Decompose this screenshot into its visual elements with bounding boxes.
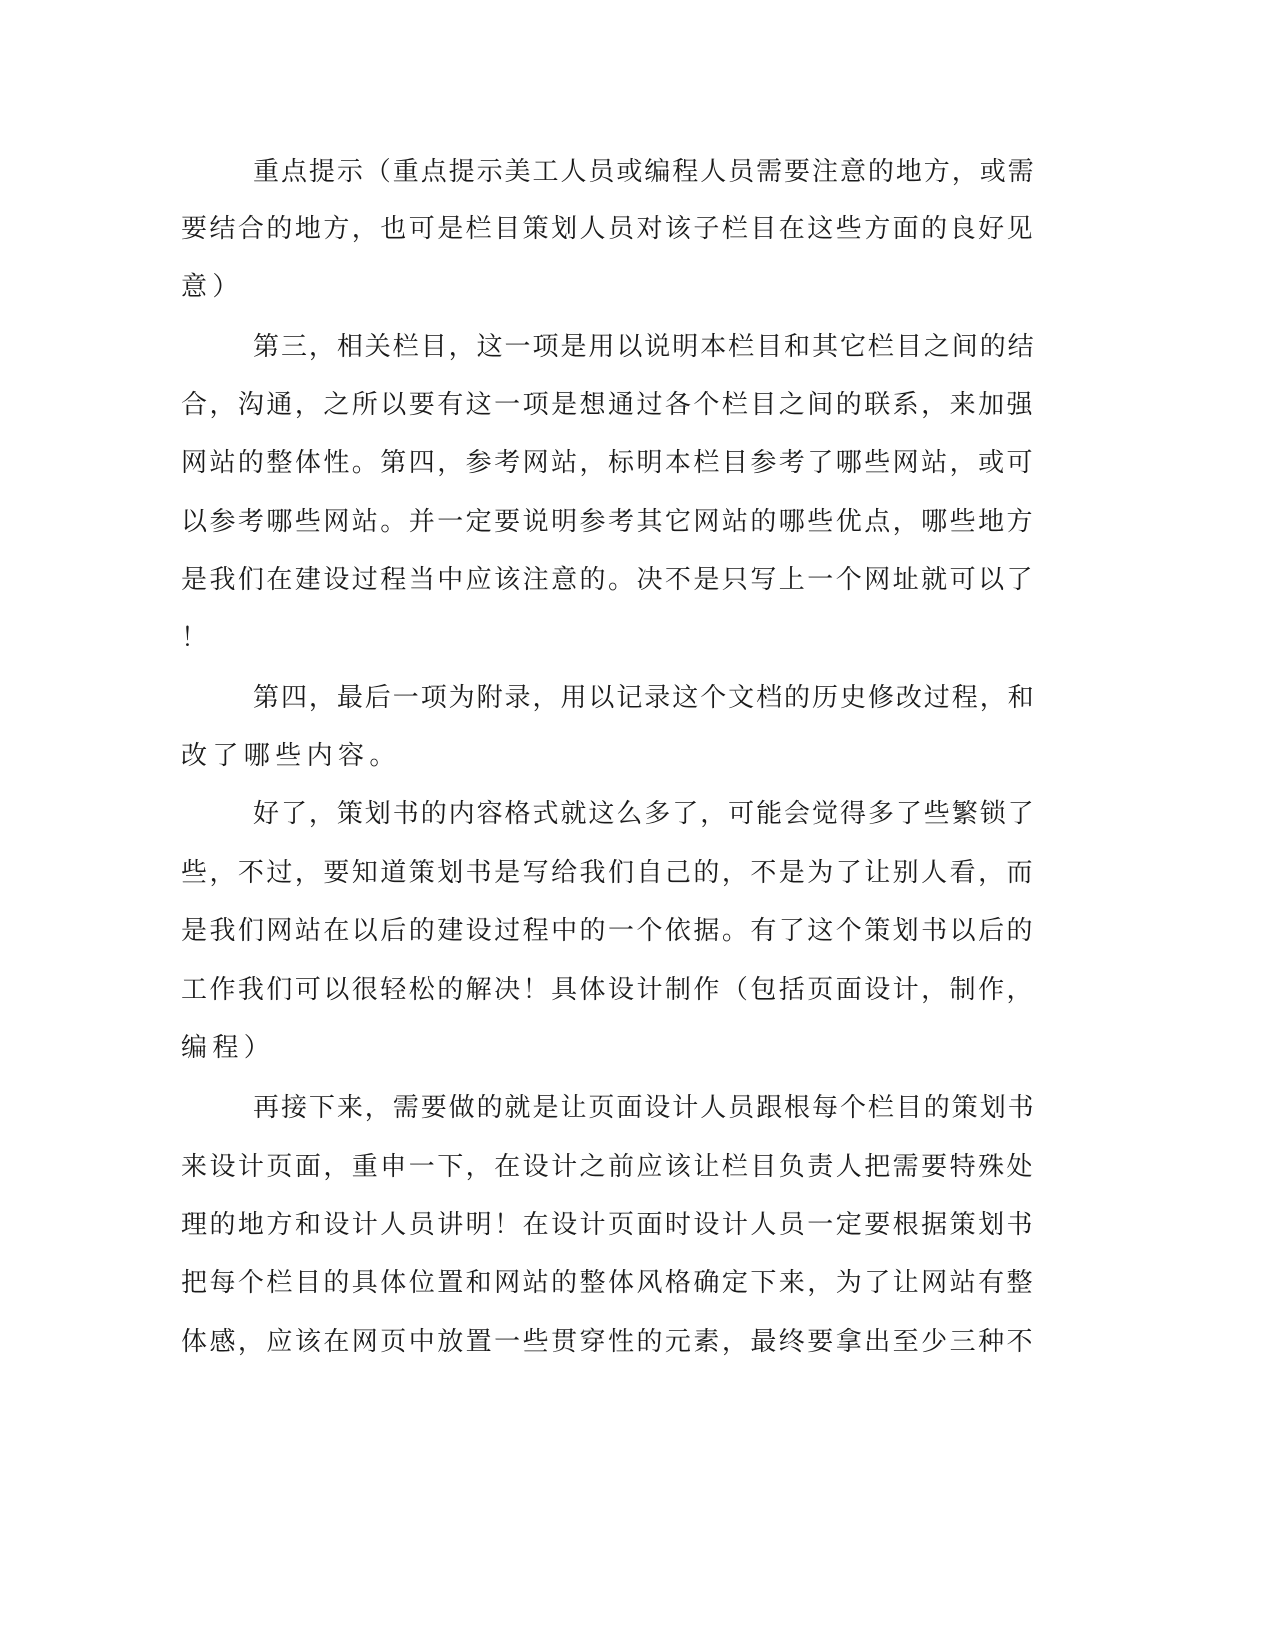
paragraph-1-line-3: 意）	[181, 272, 244, 302]
paragraph-5-line-2: 来设计页面，重申一下，在设计之前应该让栏目负责人把需要特殊处	[181, 1152, 1036, 1182]
paragraph-4-line-5: 编程）	[181, 1033, 276, 1063]
paragraph-4-line-2: 些，不过，要知道策划书是写给我们自己的，不是为了让别人看，而	[181, 858, 1036, 888]
paragraph-5-line-3: 理的地方和设计人员讲明！在设计页面时设计人员一定要根据策划书	[181, 1210, 1036, 1240]
paragraph-2-line-3: 网站的整体性。第四，参考网站，标明本栏目参考了哪些网站，或可	[181, 448, 1036, 478]
paragraph-4-line-4: 工作我们可以很轻松的解决！具体设计制作（包括页面设计，制作，	[181, 975, 1036, 1005]
paragraph-2-line-2: 合，沟通，之所以要有这一项是想通过各个栏目之间的联系，来加强	[181, 390, 1036, 420]
paragraph-2-line-1: 第三，相关栏目，这一项是用以说明本栏目和其它栏目之间的结	[253, 332, 1036, 362]
paragraph-1-line-1: 重点提示（重点提示美工人员或编程人员需要注意的地方，或需	[253, 157, 1036, 187]
paragraph-4-line-1: 好了，策划书的内容格式就这么多了，可能会觉得多了些繁锁了	[253, 799, 1036, 829]
paragraph-5-line-4: 把每个栏目的具体位置和网站的整体风格确定下来，为了让网站有整	[181, 1268, 1036, 1298]
paragraph-3-line-2: 改了哪些内容。	[181, 741, 401, 771]
paragraph-2-line-4: 以参考哪些网站。并一定要说明参考其它网站的哪些优点，哪些地方	[181, 507, 1036, 537]
paragraph-2-line-6: ！	[181, 623, 213, 653]
paragraph-2-line-5: 是我们在建设过程当中应该注意的。决不是只写上一个网址就可以了	[181, 565, 1036, 595]
paragraph-1-line-2: 要结合的地方，也可是栏目策划人员对该子栏目在这些方面的良好见	[181, 214, 1036, 244]
paragraph-5-line-1: 再接下来，需要做的就是让页面设计人员跟根每个栏目的策划书	[253, 1093, 1036, 1123]
paragraph-4-line-3: 是我们网站在以后的建设过程中的一个依据。有了这个策划书以后的	[181, 916, 1036, 946]
paragraph-3-line-1: 第四，最后一项为附录，用以记录这个文档的历史修改过程，和	[253, 683, 1036, 713]
paragraph-5-line-5: 体感，应该在网页中放置一些贯穿性的元素，最终要拿出至少三种不	[181, 1327, 1036, 1357]
